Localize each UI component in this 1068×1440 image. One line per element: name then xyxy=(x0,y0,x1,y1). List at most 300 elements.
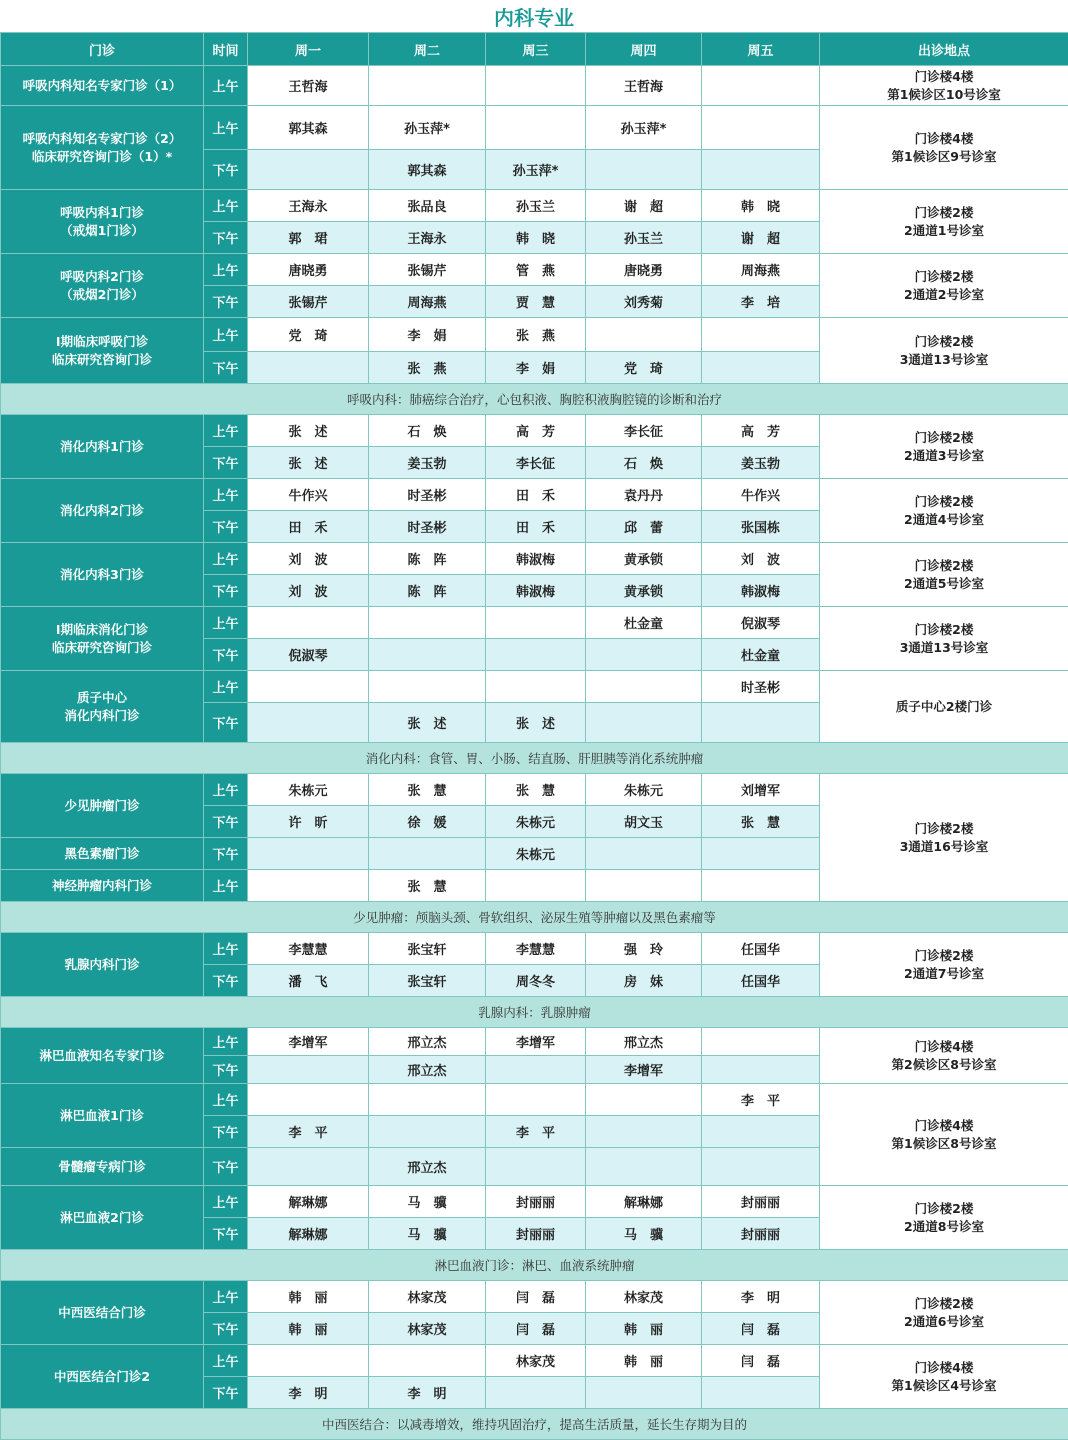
clinic-name-line: 质子中心 xyxy=(77,690,127,705)
doctor-cell: 姜玉勃 xyxy=(369,447,486,479)
clinic-location xyxy=(820,254,1068,318)
clinic-name xyxy=(1,66,204,106)
clinic-name-line: 呼吸内科1门诊 xyxy=(60,205,144,220)
time-slot: 上午 xyxy=(204,607,248,639)
doctor-cell xyxy=(486,607,586,639)
clinic-location-line: 门诊楼2楼 xyxy=(915,205,974,220)
schedule-row xyxy=(1,543,1068,575)
clinic-name-line: 淋巴血液知名专家门诊 xyxy=(39,1048,164,1063)
doctor-cell: 朱栋元 xyxy=(486,838,586,870)
clinic-location-line: 门诊楼2楼 xyxy=(915,1201,974,1216)
doctor-cell xyxy=(369,1345,486,1377)
time-slot: 下午 xyxy=(204,352,248,384)
doctor-cell xyxy=(586,703,702,743)
clinic-location xyxy=(820,190,1068,254)
clinic-name xyxy=(1,479,204,543)
doctor-cell: 张 述 xyxy=(486,703,586,743)
doctor-cell: 时圣彬 xyxy=(369,511,486,543)
doctor-cell: 王哲海 xyxy=(586,66,702,106)
doctor-cell xyxy=(702,1148,820,1186)
clinic-name xyxy=(1,1148,204,1186)
doctor-cell xyxy=(586,1116,702,1148)
group-note-row xyxy=(1,743,1068,774)
doctor-cell: 解琳娜 xyxy=(586,1186,702,1218)
time-slot: 下午 xyxy=(204,1313,248,1345)
clinic-name xyxy=(1,1084,204,1148)
group-note-row xyxy=(1,1250,1068,1281)
doctor-cell: 倪淑琴 xyxy=(702,607,820,639)
doctor-cell: 李 平 xyxy=(702,1084,820,1116)
doctor-cell: 李 娟 xyxy=(369,318,486,352)
doctor-cell xyxy=(369,639,486,671)
doctor-cell: 林家茂 xyxy=(369,1281,486,1313)
doctor-cell xyxy=(486,1148,586,1186)
clinic-location xyxy=(820,318,1068,384)
clinic-location-line: 门诊楼4楼 xyxy=(915,69,974,84)
clinic-name-line: 消化内科3门诊 xyxy=(60,567,144,582)
doctor-cell xyxy=(702,66,820,106)
clinic-name-line: （戒烟1门诊） xyxy=(60,223,144,238)
doctor-cell: 郭其森 xyxy=(248,106,369,150)
doctor-cell xyxy=(248,838,369,870)
time-slot: 下午 xyxy=(204,806,248,838)
doctor-cell: 时圣彬 xyxy=(369,479,486,511)
clinic-name xyxy=(1,543,204,607)
time-slot: 上午 xyxy=(204,1281,248,1313)
time-slot: 下午 xyxy=(204,639,248,671)
doctor-cell xyxy=(702,352,820,384)
doctor-cell xyxy=(702,106,820,150)
doctor-cell: 李 明 xyxy=(369,1377,486,1409)
doctor-cell: 解琳娜 xyxy=(248,1218,369,1250)
clinic-location-line: 2通道6号诊室 xyxy=(904,1314,984,1329)
header-clinic: 门诊 xyxy=(1,33,204,66)
doctor-cell: 潘 飞 xyxy=(248,965,369,997)
doctor-cell xyxy=(586,1148,702,1186)
time-slot: 上午 xyxy=(204,933,248,965)
clinic-name xyxy=(1,1281,204,1345)
doctor-cell xyxy=(369,671,486,703)
group-note: 乳腺内科：乳腺肿瘤 xyxy=(1,997,1068,1028)
doctor-cell: 张 述 xyxy=(369,703,486,743)
doctor-cell: 韩 丽 xyxy=(586,1345,702,1377)
clinic-location xyxy=(820,1186,1068,1250)
doctor-cell: 田 禾 xyxy=(486,511,586,543)
clinic-location-line: 门诊楼2楼 xyxy=(915,430,974,445)
time-slot: 上午 xyxy=(204,1028,248,1056)
schedule-row xyxy=(1,1345,1068,1377)
doctor-cell: 马 骥 xyxy=(586,1218,702,1250)
clinic-location xyxy=(820,66,1068,106)
doctor-cell: 黄承锁 xyxy=(586,543,702,575)
doctor-cell: 朱栋元 xyxy=(248,774,369,806)
doctor-cell: 张 燕 xyxy=(486,318,586,352)
clinic-name xyxy=(1,254,204,318)
clinic-location-line: 门诊楼2楼 xyxy=(915,494,974,509)
clinic-name-line: 乳腺内科门诊 xyxy=(64,957,139,972)
doctor-cell: 姜玉勃 xyxy=(702,447,820,479)
clinic-location-line: 门诊楼2楼 xyxy=(915,622,974,637)
clinic-name-line: 黑色素瘤门诊 xyxy=(64,846,139,861)
doctor-cell: 郭其森 xyxy=(369,150,486,190)
clinic-name-line: 中西医结合门诊2 xyxy=(54,1369,150,1384)
doctor-cell: 杜金童 xyxy=(702,639,820,671)
doctor-cell: 邢立杰 xyxy=(586,1028,702,1056)
doctor-cell: 孙玉兰 xyxy=(586,222,702,254)
doctor-cell xyxy=(486,671,586,703)
doctor-cell xyxy=(586,1377,702,1409)
doctor-cell: 韩 丽 xyxy=(248,1281,369,1313)
doctor-cell xyxy=(248,1148,369,1186)
group-note-row xyxy=(1,902,1068,933)
doctor-cell xyxy=(702,1056,820,1084)
clinic-name xyxy=(1,415,204,479)
doctor-cell: 党 琦 xyxy=(586,352,702,384)
time-slot: 下午 xyxy=(204,575,248,607)
clinic-name xyxy=(1,671,204,743)
doctor-cell: 张宝轩 xyxy=(369,933,486,965)
doctor-cell: 韩 丽 xyxy=(248,1313,369,1345)
doctor-cell: 房 妹 xyxy=(586,965,702,997)
doctor-cell: 张 燕 xyxy=(369,352,486,384)
doctor-cell xyxy=(369,66,486,106)
doctor-cell xyxy=(586,838,702,870)
schedule-row xyxy=(1,671,1068,703)
clinic-location-line: 门诊楼2楼 xyxy=(915,1296,974,1311)
clinic-name-line: 临床研究咨询门诊 xyxy=(52,640,152,655)
doctor-cell: 李慧慧 xyxy=(486,933,586,965)
time-slot: 下午 xyxy=(204,222,248,254)
doctor-cell: 李慧慧 xyxy=(248,933,369,965)
time-slot: 上午 xyxy=(204,479,248,511)
doctor-cell: 田 禾 xyxy=(486,479,586,511)
time-slot: 上午 xyxy=(204,870,248,902)
clinic-location-line: 质子中心2楼门诊 xyxy=(896,699,992,714)
clinic-location-line: 3通道13号诊室 xyxy=(900,640,989,655)
time-slot: 上午 xyxy=(204,66,248,106)
doctor-cell xyxy=(369,1116,486,1148)
schedule-row xyxy=(1,1281,1068,1313)
clinic-name-line: 临床研究咨询门诊 xyxy=(52,352,152,367)
doctor-cell xyxy=(248,703,369,743)
time-slot: 下午 xyxy=(204,150,248,190)
clinic-location-line: 门诊楼4楼 xyxy=(915,1039,974,1054)
doctor-cell: 孙玉萍* xyxy=(586,106,702,150)
time-slot: 上午 xyxy=(204,415,248,447)
doctor-cell xyxy=(486,870,586,902)
doctor-cell: 石 焕 xyxy=(369,415,486,447)
doctor-cell xyxy=(702,1028,820,1056)
doctor-cell xyxy=(586,1084,702,1116)
doctor-cell: 谢 超 xyxy=(702,222,820,254)
time-slot: 下午 xyxy=(204,838,248,870)
doctor-cell xyxy=(248,1084,369,1116)
clinic-location xyxy=(820,1345,1068,1409)
schedule-row xyxy=(1,66,1068,106)
time-slot: 上午 xyxy=(204,190,248,222)
clinic-name-line: Ⅰ期临床呼吸门诊 xyxy=(56,334,148,349)
clinic-location-line: 3通道13号诊室 xyxy=(900,352,989,367)
doctor-cell xyxy=(248,870,369,902)
clinic-name-line: 淋巴血液2门诊 xyxy=(60,1210,144,1225)
doctor-cell xyxy=(702,838,820,870)
clinic-location-line: 2通道7号诊室 xyxy=(904,966,984,981)
schedule-row xyxy=(1,607,1068,639)
doctor-cell: 邢立杰 xyxy=(369,1028,486,1056)
doctor-cell: 孙玉萍* xyxy=(369,106,486,150)
time-slot: 下午 xyxy=(204,447,248,479)
group-note-row xyxy=(1,997,1068,1028)
doctor-cell: 林家茂 xyxy=(586,1281,702,1313)
doctor-cell: 李增军 xyxy=(248,1028,369,1056)
doctor-cell xyxy=(248,1345,369,1377)
doctor-cell: 李 明 xyxy=(248,1377,369,1409)
schedule-row xyxy=(1,479,1068,511)
clinic-location-line: 2通道8号诊室 xyxy=(904,1219,984,1234)
doctor-cell: 张 述 xyxy=(248,415,369,447)
clinic-name xyxy=(1,774,204,838)
clinic-name-line: 消化内科1门诊 xyxy=(60,439,144,454)
clinic-name xyxy=(1,1186,204,1250)
doctor-cell: 孙玉萍* xyxy=(486,150,586,190)
doctor-cell: 王哲海 xyxy=(248,66,369,106)
doctor-cell: 牛作兴 xyxy=(702,479,820,511)
clinic-location xyxy=(820,774,1068,902)
doctor-cell: 任国华 xyxy=(702,965,820,997)
doctor-cell: 周海燕 xyxy=(369,286,486,318)
doctor-cell: 谢 超 xyxy=(586,190,702,222)
clinic-name-line: 骨髓瘤专病门诊 xyxy=(58,1159,146,1174)
clinic-location xyxy=(820,1028,1068,1084)
doctor-cell: 韩淑梅 xyxy=(486,543,586,575)
clinic-name-line: （戒烟2门诊） xyxy=(60,287,144,302)
group-note: 消化内科：食管、胃、小肠、结直肠、肝胆胰等消化系统肿瘤 xyxy=(1,743,1068,774)
clinic-name xyxy=(1,106,204,190)
doctor-cell: 石 焕 xyxy=(586,447,702,479)
doctor-cell: 徐 媛 xyxy=(369,806,486,838)
clinic-location-line: 2通道2号诊室 xyxy=(904,287,984,302)
doctor-cell xyxy=(369,838,486,870)
header-tue: 周二 xyxy=(369,33,486,66)
doctor-cell: 唐晓勇 xyxy=(248,254,369,286)
clinic-name-line: 消化内科门诊 xyxy=(64,708,139,723)
doctor-cell: 解琳娜 xyxy=(248,1186,369,1218)
time-slot: 下午 xyxy=(204,1056,248,1084)
header-fri: 周五 xyxy=(702,33,820,66)
schedule-row xyxy=(1,933,1068,965)
doctor-cell: 刘 波 xyxy=(702,543,820,575)
doctor-cell: 林家茂 xyxy=(486,1345,586,1377)
clinic-name-line: 神经肿瘤内科门诊 xyxy=(52,878,152,893)
clinic-name-line: 中西医结合门诊 xyxy=(58,1305,146,1320)
doctor-cell: 张 慧 xyxy=(486,774,586,806)
doctor-cell: 李长征 xyxy=(586,415,702,447)
clinic-location-line: 第1候诊区9号诊室 xyxy=(892,149,997,164)
header-thu: 周四 xyxy=(586,33,702,66)
schedule-row xyxy=(1,1028,1068,1056)
header-mon: 周一 xyxy=(248,33,369,66)
doctor-cell: 强 玲 xyxy=(586,933,702,965)
time-slot: 上午 xyxy=(204,318,248,352)
doctor-cell xyxy=(369,607,486,639)
time-slot: 下午 xyxy=(204,1148,248,1186)
clinic-name xyxy=(1,838,204,870)
doctor-cell: 王海永 xyxy=(248,190,369,222)
clinic-name-line: Ⅰ期临床消化门诊 xyxy=(56,622,148,637)
clinic-location-line: 第2候诊区8号诊室 xyxy=(892,1057,997,1072)
schedule-row xyxy=(1,774,1068,806)
doctor-cell: 张国栋 xyxy=(702,511,820,543)
clinic-name xyxy=(1,190,204,254)
clinic-location xyxy=(820,106,1068,190)
page-title: 内科专业 xyxy=(0,0,1068,33)
doctor-cell xyxy=(586,870,702,902)
doctor-cell: 张锡芹 xyxy=(369,254,486,286)
doctor-cell: 牛作兴 xyxy=(248,479,369,511)
doctor-cell: 韩淑梅 xyxy=(702,575,820,607)
doctor-cell: 韩 晓 xyxy=(702,190,820,222)
doctor-cell: 孙玉兰 xyxy=(486,190,586,222)
doctor-cell: 韩 丽 xyxy=(586,1313,702,1345)
clinic-name xyxy=(1,318,204,384)
doctor-cell: 黄承锁 xyxy=(586,575,702,607)
schedule-row xyxy=(1,190,1068,222)
time-slot: 上午 xyxy=(204,1186,248,1218)
clinic-location xyxy=(820,1084,1068,1186)
doctor-cell: 李 娟 xyxy=(486,352,586,384)
clinic-location-line: 门诊楼4楼 xyxy=(915,1118,974,1133)
doctor-cell xyxy=(586,150,702,190)
clinic-location xyxy=(820,543,1068,607)
clinic-name-line: 少见肿瘤门诊 xyxy=(64,798,139,813)
doctor-cell: 封丽丽 xyxy=(486,1186,586,1218)
doctor-cell: 高 芳 xyxy=(486,415,586,447)
clinic-location-line: 2通道1号诊室 xyxy=(904,223,984,238)
doctor-cell: 刘增军 xyxy=(702,774,820,806)
doctor-cell xyxy=(586,639,702,671)
doctor-cell: 袁丹丹 xyxy=(586,479,702,511)
doctor-cell xyxy=(702,870,820,902)
doctor-cell: 李 平 xyxy=(486,1116,586,1148)
clinic-location-line: 2通道5号诊室 xyxy=(904,576,984,591)
clinic-location xyxy=(820,933,1068,997)
doctor-cell: 李增军 xyxy=(486,1028,586,1056)
doctor-cell: 刘 波 xyxy=(248,543,369,575)
doctor-cell xyxy=(586,671,702,703)
doctor-cell: 封丽丽 xyxy=(702,1186,820,1218)
schedule-row xyxy=(1,106,1068,150)
doctor-cell xyxy=(586,318,702,352)
group-note: 呼吸内科：肺癌综合治疗，心包积液、胸腔积液胸腔镜的诊断和治疗 xyxy=(1,384,1068,415)
doctor-cell: 封丽丽 xyxy=(486,1218,586,1250)
time-slot: 上午 xyxy=(204,1345,248,1377)
clinic-location-line: 门诊楼2楼 xyxy=(915,269,974,284)
time-slot: 上午 xyxy=(204,671,248,703)
clinic-location-line: 第1候诊区8号诊室 xyxy=(892,1136,997,1151)
doctor-cell: 杜金童 xyxy=(586,607,702,639)
schedule-row xyxy=(1,318,1068,352)
group-note: 少见肿瘤：颅脑头颈、骨软组织、泌尿生殖等肿瘤以及黑色素瘤等 xyxy=(1,902,1068,933)
doctor-cell: 贾 慧 xyxy=(486,286,586,318)
doctor-cell: 张 慧 xyxy=(369,870,486,902)
time-slot: 下午 xyxy=(204,511,248,543)
clinic-name xyxy=(1,1345,204,1409)
group-note-row xyxy=(1,384,1068,415)
clinic-name-line: 呼吸内科知名专家门诊（2） xyxy=(23,131,182,146)
clinic-name xyxy=(1,870,204,902)
doctor-cell: 王海永 xyxy=(369,222,486,254)
doctor-cell xyxy=(486,1377,586,1409)
doctor-cell xyxy=(702,318,820,352)
doctor-cell: 陈 阵 xyxy=(369,575,486,607)
doctor-cell: 李增军 xyxy=(586,1056,702,1084)
clinic-location xyxy=(820,479,1068,543)
clinic-name xyxy=(1,1028,204,1084)
doctor-cell: 唐晓勇 xyxy=(586,254,702,286)
clinic-location-line: 门诊楼2楼 xyxy=(915,334,974,349)
clinic-name-line: 临床研究咨询门诊（1）* xyxy=(32,149,172,164)
time-slot: 上午 xyxy=(204,543,248,575)
doctor-cell xyxy=(486,639,586,671)
doctor-cell: 闫 磊 xyxy=(702,1345,820,1377)
doctor-cell: 时圣彬 xyxy=(702,671,820,703)
clinic-name xyxy=(1,607,204,671)
doctor-cell xyxy=(486,1056,586,1084)
clinic-location-line: 2通道3号诊室 xyxy=(904,448,984,463)
doctor-cell: 朱栋元 xyxy=(586,774,702,806)
schedule-body xyxy=(1,66,1068,1440)
header-location: 出诊地点 xyxy=(820,33,1068,66)
doctor-cell: 管 燕 xyxy=(486,254,586,286)
doctor-cell xyxy=(248,352,369,384)
time-slot: 下午 xyxy=(204,286,248,318)
clinic-location-line: 门诊楼4楼 xyxy=(915,1360,974,1375)
time-slot: 下午 xyxy=(204,1116,248,1148)
doctor-cell: 朱栋元 xyxy=(486,806,586,838)
clinic-name-line: 淋巴血液1门诊 xyxy=(60,1108,144,1123)
group-note-row xyxy=(1,1409,1068,1440)
doctor-cell: 任国华 xyxy=(702,933,820,965)
doctor-cell: 封丽丽 xyxy=(702,1218,820,1250)
doctor-cell: 张锡芹 xyxy=(248,286,369,318)
clinic-name xyxy=(1,933,204,997)
doctor-cell: 张宝轩 xyxy=(369,965,486,997)
doctor-cell xyxy=(702,1116,820,1148)
doctor-cell: 周冬冬 xyxy=(486,965,586,997)
doctor-cell xyxy=(248,671,369,703)
clinic-location xyxy=(820,671,1068,743)
clinic-location-line: 门诊楼2楼 xyxy=(915,558,974,573)
time-slot: 上午 xyxy=(204,774,248,806)
group-note: 淋巴血液门诊：淋巴、血液系统肿瘤 xyxy=(1,1250,1068,1281)
doctor-cell: 郭 珺 xyxy=(248,222,369,254)
time-slot: 下午 xyxy=(204,1218,248,1250)
doctor-cell xyxy=(702,1377,820,1409)
time-slot: 上午 xyxy=(204,1084,248,1116)
doctor-cell: 张 慧 xyxy=(702,806,820,838)
clinic-schedule-table xyxy=(0,32,1068,1440)
doctor-cell: 张 慧 xyxy=(369,774,486,806)
doctor-cell: 张 述 xyxy=(248,447,369,479)
doctor-cell: 倪淑琴 xyxy=(248,639,369,671)
doctor-cell: 闫 磊 xyxy=(486,1281,586,1313)
clinic-name-line: 消化内科2门诊 xyxy=(60,503,144,518)
doctor-cell: 马 骥 xyxy=(369,1186,486,1218)
doctor-cell: 闫 磊 xyxy=(486,1313,586,1345)
doctor-cell xyxy=(369,1084,486,1116)
doctor-cell: 党 琦 xyxy=(248,318,369,352)
group-note: 中西医结合：以减毒增效，维持巩固治疗，提高生活质量，延长生存期为目的 xyxy=(1,1409,1068,1440)
